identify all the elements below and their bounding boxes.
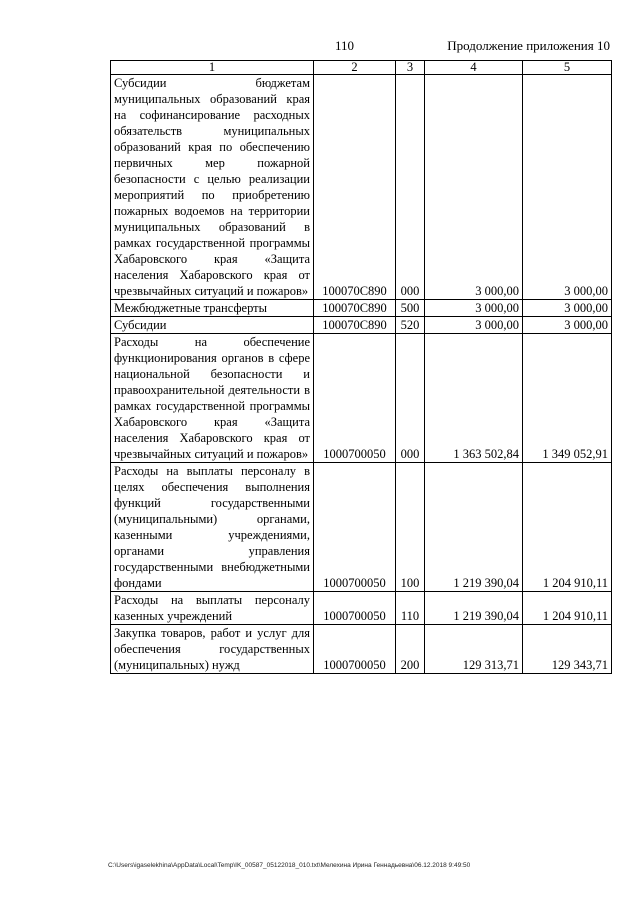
row-target-code: 100070С890 xyxy=(314,317,396,334)
column-header-1: 1 xyxy=(111,61,314,75)
table-row xyxy=(111,300,612,317)
row-sum-2: 3 000,00 xyxy=(523,75,612,300)
row-expense-type: 000 xyxy=(396,334,425,463)
row-expense-type: 500 xyxy=(396,300,425,317)
page-number: 110 xyxy=(335,38,355,53)
column-header-5: 5 xyxy=(523,61,612,75)
row-name: Субсидии бюджетам муниципальных образований края на софинансирование расходных обязательств муниципальных образований края по обеспечению первичных мер пожарной безопасности с целью реализации мероприятий по приобретению пожарных водоемов на территории муниципальных образований в рамках государственной программы Хабаровского края «Защита населения Хабаровского края от чрезвычайных ситуаций и пожаров» xyxy=(111,75,314,300)
row-name: Расходы на обеспечение функционирования органов в сфере национальной безопасности и правоохранительной деятельности в рамках государственной программы Хабаровского края «Защита населения Хабаровского края от чрезвычайных ситуаций и пожаров» xyxy=(111,334,314,463)
table-row xyxy=(111,75,612,300)
budget-table xyxy=(110,60,612,674)
column-header-3: 3 xyxy=(396,61,425,75)
row-sum-2: 1 204 910,11 xyxy=(523,463,612,592)
footer-file-path: C:\Users\igaselekhina\AppData\Local\Temp\IK_00587_05122018_010.txt\Мелехина Ирина Геннадьевна\06.12.2018 9:49:50 xyxy=(108,862,471,869)
row-sum-1: 3 000,00 xyxy=(425,317,523,334)
table-row xyxy=(111,317,612,334)
row-sum-2: 129 343,71 xyxy=(523,625,612,674)
row-sum-1: 3 000,00 xyxy=(425,300,523,317)
row-sum-1: 129 313,71 xyxy=(425,625,523,674)
row-sum-1: 3 000,00 xyxy=(425,75,523,300)
row-name: Расходы на выплаты персоналу казенных учреждений xyxy=(111,592,314,625)
row-expense-type: 200 xyxy=(396,625,425,674)
row-expense-type: 110 xyxy=(396,592,425,625)
row-sum-1: 1 219 390,04 xyxy=(425,592,523,625)
column-header-4: 4 xyxy=(425,61,523,75)
row-target-code: 100070С890 xyxy=(314,75,396,300)
row-target-code: 1000700050 xyxy=(314,592,396,625)
row-target-code: 1000700050 xyxy=(314,463,396,592)
row-expense-type: 000 xyxy=(396,75,425,300)
table-row xyxy=(111,334,612,463)
row-name: Расходы на выплаты персоналу в целях обеспечения выполнения функций государственными (муниципальными) органами, казенными учреждениями, органами управления государственными внебюджетными фондами xyxy=(111,463,314,592)
page-header xyxy=(110,38,610,56)
table-row xyxy=(111,463,612,592)
row-target-code: 1000700050 xyxy=(314,625,396,674)
row-target-code: 100070С890 xyxy=(314,300,396,317)
row-name: Субсидии xyxy=(111,317,314,334)
table-row xyxy=(111,592,612,625)
appendix-note: Продолжение приложения 10 xyxy=(447,38,610,53)
column-header-2: 2 xyxy=(314,61,396,75)
row-sum-2: 1 204 910,11 xyxy=(523,592,612,625)
row-sum-2: 3 000,00 xyxy=(523,300,612,317)
row-sum-2: 1 349 052,91 xyxy=(523,334,612,463)
row-sum-1: 1 363 502,84 xyxy=(425,334,523,463)
row-sum-1: 1 219 390,04 xyxy=(425,463,523,592)
row-expense-type: 520 xyxy=(396,317,425,334)
row-expense-type: 100 xyxy=(396,463,425,592)
row-name: Межбюджетные трансферты xyxy=(111,300,314,317)
row-name: Закупка товаров, работ и услуг для обеспечения государственных (муниципальных) нужд xyxy=(111,625,314,674)
row-target-code: 1000700050 xyxy=(314,334,396,463)
table-header-row xyxy=(111,61,612,75)
row-sum-2: 3 000,00 xyxy=(523,317,612,334)
table-row xyxy=(111,625,612,674)
